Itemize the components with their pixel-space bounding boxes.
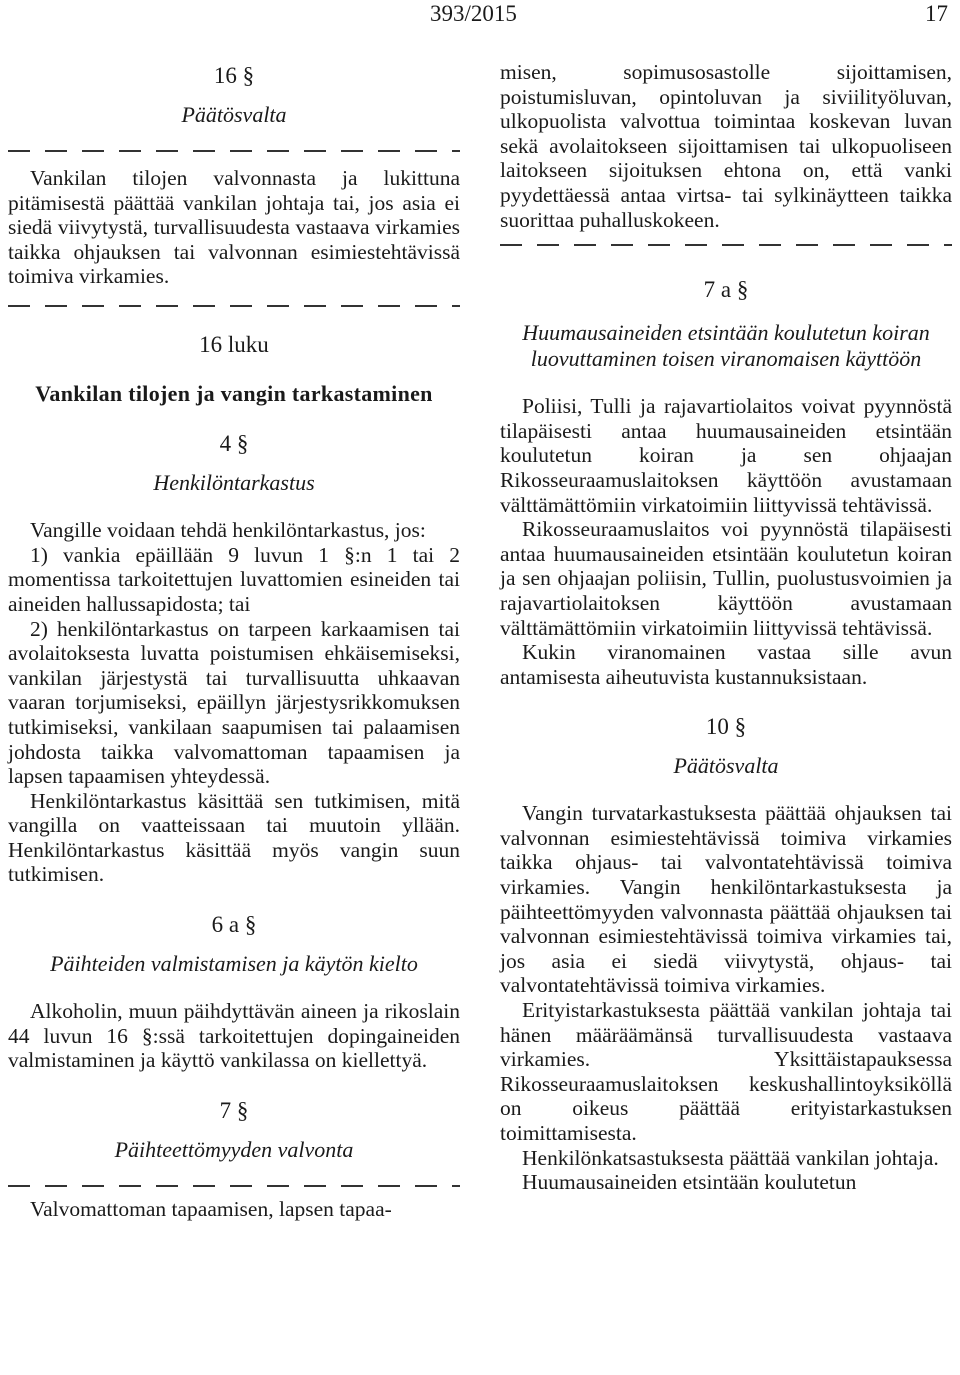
paragraph: Kukin viranomainen vastaa sille avun antamisesta aiheutuvista kustannuksistaan.	[500, 640, 952, 689]
section-number: 7 a §	[703, 277, 749, 303]
paragraph: Poliisi, Tulli ja rajavartiolaitos voivat pyynnöstä tilapäisesti antaa huumausaineiden etsintään koulutetun koiran ja sen ohjaajan Rikosseuraamuslaitoksen käyttöön avustamaan välttämättömiin virkatoimiin liittyvissä tehtävissä.	[500, 394, 952, 517]
document-number: 393/2015	[430, 1, 517, 26]
paragraph: Henkilöntarkastus käsittää sen tutkimisen, mitä vangilla on vaatteissaan tai muutoin yllään. Henkilöntarkastus käsittää myös vangin suun tutkimisen.	[8, 788, 460, 887]
section-title: Päihteiden valmistamisen ja käytön kielto	[50, 951, 418, 977]
paragraph: Vangin turvatarkastuksesta päättää ohjauksen tai valvonnan esimiestehtävissä toimiva virkamies taikka ohjaus- tai valvontatehtävissä toimiva virkamies. Vangin henkilöntarkastuksesta ja päihteettömyyden valvonnasta päättää ohjauksen tai valvonnan esimiestehtävissä toimiva virkamies tai, jos asia ei siedä viivytystä, ohjaus- tai valvontatehtävissä toimiva virkamies.	[500, 801, 952, 998]
section-title: Päihteettömyyden valvonta	[114, 1136, 354, 1162]
paragraph: Huumausaineiden etsintään koulutetun	[522, 1170, 857, 1195]
paragraph: Rikosseuraamuslaitos voi pyynnöstä tilapäisesti antaa huumausaineiden etsintään koulutetun koiran ja sen ohjaajan poliisin, Tullin, puolustusvoimien ja rajavartiolaitoksen käyttöön avustamaan välttämättömiin virkatoimiin liittyvissä tehtävissä.	[500, 517, 952, 640]
section-number: 16 §	[213, 63, 255, 88]
section-title: Päätösvalta	[181, 102, 287, 127]
section-title: Päätösvalta	[673, 753, 779, 779]
page-number: 17	[925, 1, 948, 26]
paragraph: misen, sopimusosastolle sijoittamisen, poistumisluvan, opintoluvan ja siviilityöluvan, ulkopuolista valvottua toimintaa koskevan luvan sekä avolaitokseen sijoittamisen tai ulkopuoliseen laitokseen sijoituksen ehtona on, että vanki pyydettäessä antaa virtsa- tai sylkinäytteen taikka suorittaa puhalluskokeen.	[500, 60, 952, 232]
section-number: 4 §	[219, 431, 249, 457]
section-number: 6 a §	[211, 912, 257, 938]
paragraph: Erityistarkastuksesta päättää vankilan johtaja tai hänen määräämänsä turvallisuudesta vastaava virkamies. Yksittäistapauksessa Rikosseuraamuslaitoksen keskushallintoyksiköllä on oikeus päättää erityistarkastuksen toimittamisesta.	[500, 998, 952, 1145]
section-number: 10 §	[705, 714, 747, 740]
chapter-number: 16 luku	[199, 331, 269, 357]
paragraph: Vankilan tilojen valvonnasta ja lukittuna pitämisestä päättää vankilan johtaja tai, jos asia ei siedä viivytystä, turvallisuudesta vastaava virkamies taikka ohjauksen tai valvonnan esimiestehtävissä toimiva virkamies.	[8, 166, 460, 289]
paragraph: 2) henkilöntarkastus on tarpeen karkaamisen tai avolaitoksesta luvatta poistumisen ehkäisemiseksi, vankilan järjestystä tai turvallisuutta uhkaavan vaaran torjumiseksi, epäillyn järjestysrikkomuksen tutkimiseksi, vankilaan saapumisen tai palaamisen johdosta taikka valvomattoman tapaamisen ja lapsen tapaamisen yhteydessä.	[8, 616, 460, 789]
chapter-title: Vankilan tilojen ja vangin tarkastaminen	[35, 380, 433, 406]
section-title: Huumausaineiden etsintään koulutetun koiran luovuttaminen toisen viranomaisen käyttöön	[522, 320, 930, 372]
page-header	[0, 2, 960, 28]
paragraph: Alkoholin, muun päihdyttävän aineen ja rikoslain 44 luvun 16 §:ssä tarkoitettujen dopingaineiden valmistaminen ja käyttö vankilassa on kiellettyä.	[8, 999, 460, 1073]
paragraph: Vangille voidaan tehdä henkilöntarkastus, jos:	[30, 518, 426, 543]
paragraph: Henkilönkatsastuksesta päättää vankilan johtaja.	[522, 1145, 939, 1170]
paragraph: Valvomattoman tapaamisen, lapsen tapaa-	[30, 1196, 392, 1221]
right-column	[500, 60, 952, 1195]
paragraph: 1) vankia epäillään 9 luvun 1 §:n 1 tai 2 momentissa tarkoitettujen luvattomien esineiden tai aineiden hallussapidosta; tai	[8, 542, 460, 616]
section-title: Henkilöntarkastus	[153, 470, 315, 496]
left-column	[8, 60, 460, 1221]
section-number: 7 §	[219, 1097, 249, 1123]
